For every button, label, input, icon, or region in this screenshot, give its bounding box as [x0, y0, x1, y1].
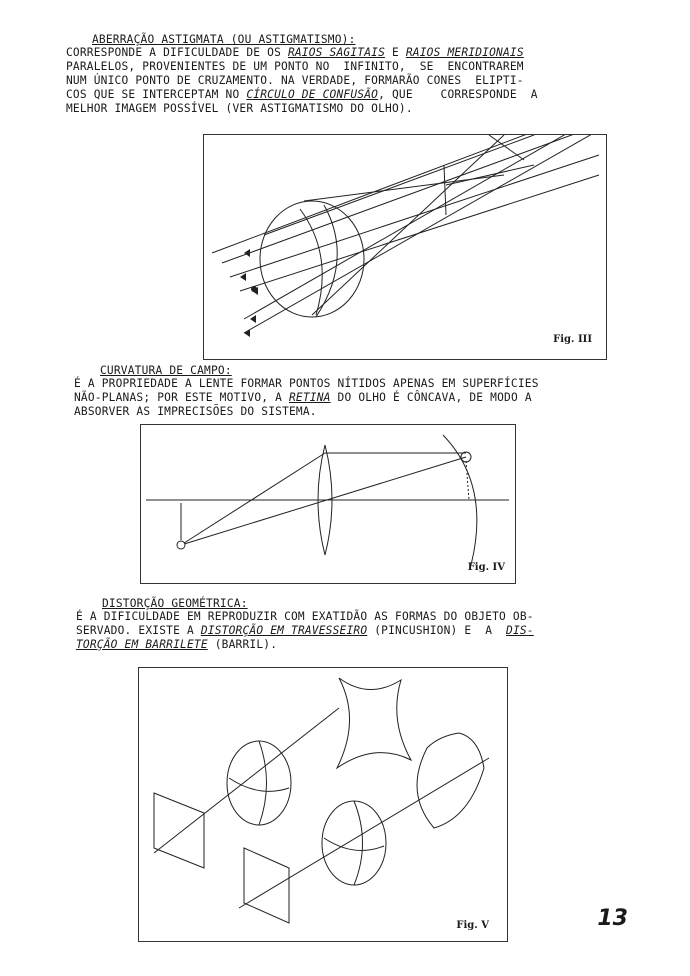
text-run: DO OLHO É CÔNCAVA, DE MODO A [330, 391, 532, 404]
term-retina: RETINA [289, 391, 331, 404]
text-run: É A DIFICULDADE EM REPRODUZIR COM EXATIDÃO AS FORMAS DO OBJETO OB- [76, 610, 534, 623]
distortion-diagram [139, 668, 507, 941]
field-curvature-paragraph [74, 377, 539, 419]
object-square [244, 848, 289, 923]
section-heading-field-curvature: CURVATURA DE CAMPO: [100, 364, 232, 377]
astigmatism-paragraph [66, 46, 538, 116]
figure-field-curvature [140, 424, 516, 584]
figure-distortion [138, 667, 508, 942]
distortion-paragraph [76, 610, 534, 652]
text-run: COS QUE SE INTERCEPTAM NO [66, 88, 247, 101]
text-run: PARALELOS, PROVENIENTES DE UM PONTO NO INFINITO, SE ENCONTRAREM [66, 60, 524, 73]
text-run: CORRESPONDE A DIFICULDADE DE OS [66, 46, 288, 59]
term-pincushion-distortion: DISTORÇÃO EM TRAVESSEIRO [200, 624, 368, 637]
axis-barrel [239, 758, 489, 908]
text-run: ABSORVER AS IMPRECISÕES DO SISTEMA. [74, 405, 317, 418]
text-run: SERVADO. EXISTE A [76, 624, 201, 637]
term-meridional-rays: RAIOS MERIDIONAIS [405, 46, 524, 59]
figure-label-v: Fig. V [456, 920, 489, 931]
term-barrel-distortion: DIS- [506, 624, 534, 637]
term-circle-of-confusion: CÍRCULO DE CONFUSÃO [246, 88, 379, 101]
field-curvature-diagram [141, 425, 515, 583]
text-run: NUM ÚNICO PONTO DE CRUZAMENTO. NA VERDADE, FORMARÃO CONES ELIPTI- [66, 74, 524, 87]
text-run: NÃO-PLANAS; POR ESTE MOTIVO, A [74, 391, 289, 404]
text-run: , QUE CORRESPONDE A [378, 88, 538, 101]
text-run: É A PROPRIEDADE A LENTE FORMAR PONTOS NÍTIDOS APENAS EM SUPERFÍCIES [74, 377, 539, 390]
figure-astigmatism [203, 134, 607, 360]
object-square [154, 793, 204, 868]
text-run: (PINCUSHION) E A [367, 624, 507, 637]
figure-label-iii: Fig. III [553, 334, 592, 345]
section-heading-astigmatism: ABERRAÇÃO ASTIGMATA (OU ASTIGMATISMO): [92, 33, 356, 46]
page-number: 13 [597, 906, 628, 931]
axis-pincushion [154, 708, 339, 853]
astigmatism-diagram [204, 135, 606, 359]
text-run: MELHOR IMAGEM POSSÍVEL (VER ASTIGMATISMO DO OLHO). [66, 102, 413, 115]
barrel-image [417, 733, 484, 828]
term-barrel-distortion: TORÇÃO EM BARRILETE [76, 638, 208, 651]
section-heading-geometric-distortion: DISTORÇÃO GEOMÉTRICA: [102, 597, 248, 610]
figure-label-iv: Fig. IV [467, 562, 505, 573]
text-run: E [385, 46, 406, 59]
pincushion-image [337, 678, 411, 768]
term-sagittal-rays: RAIOS SAGITAIS [287, 46, 386, 59]
text-run: (BARRIL). [207, 638, 278, 651]
